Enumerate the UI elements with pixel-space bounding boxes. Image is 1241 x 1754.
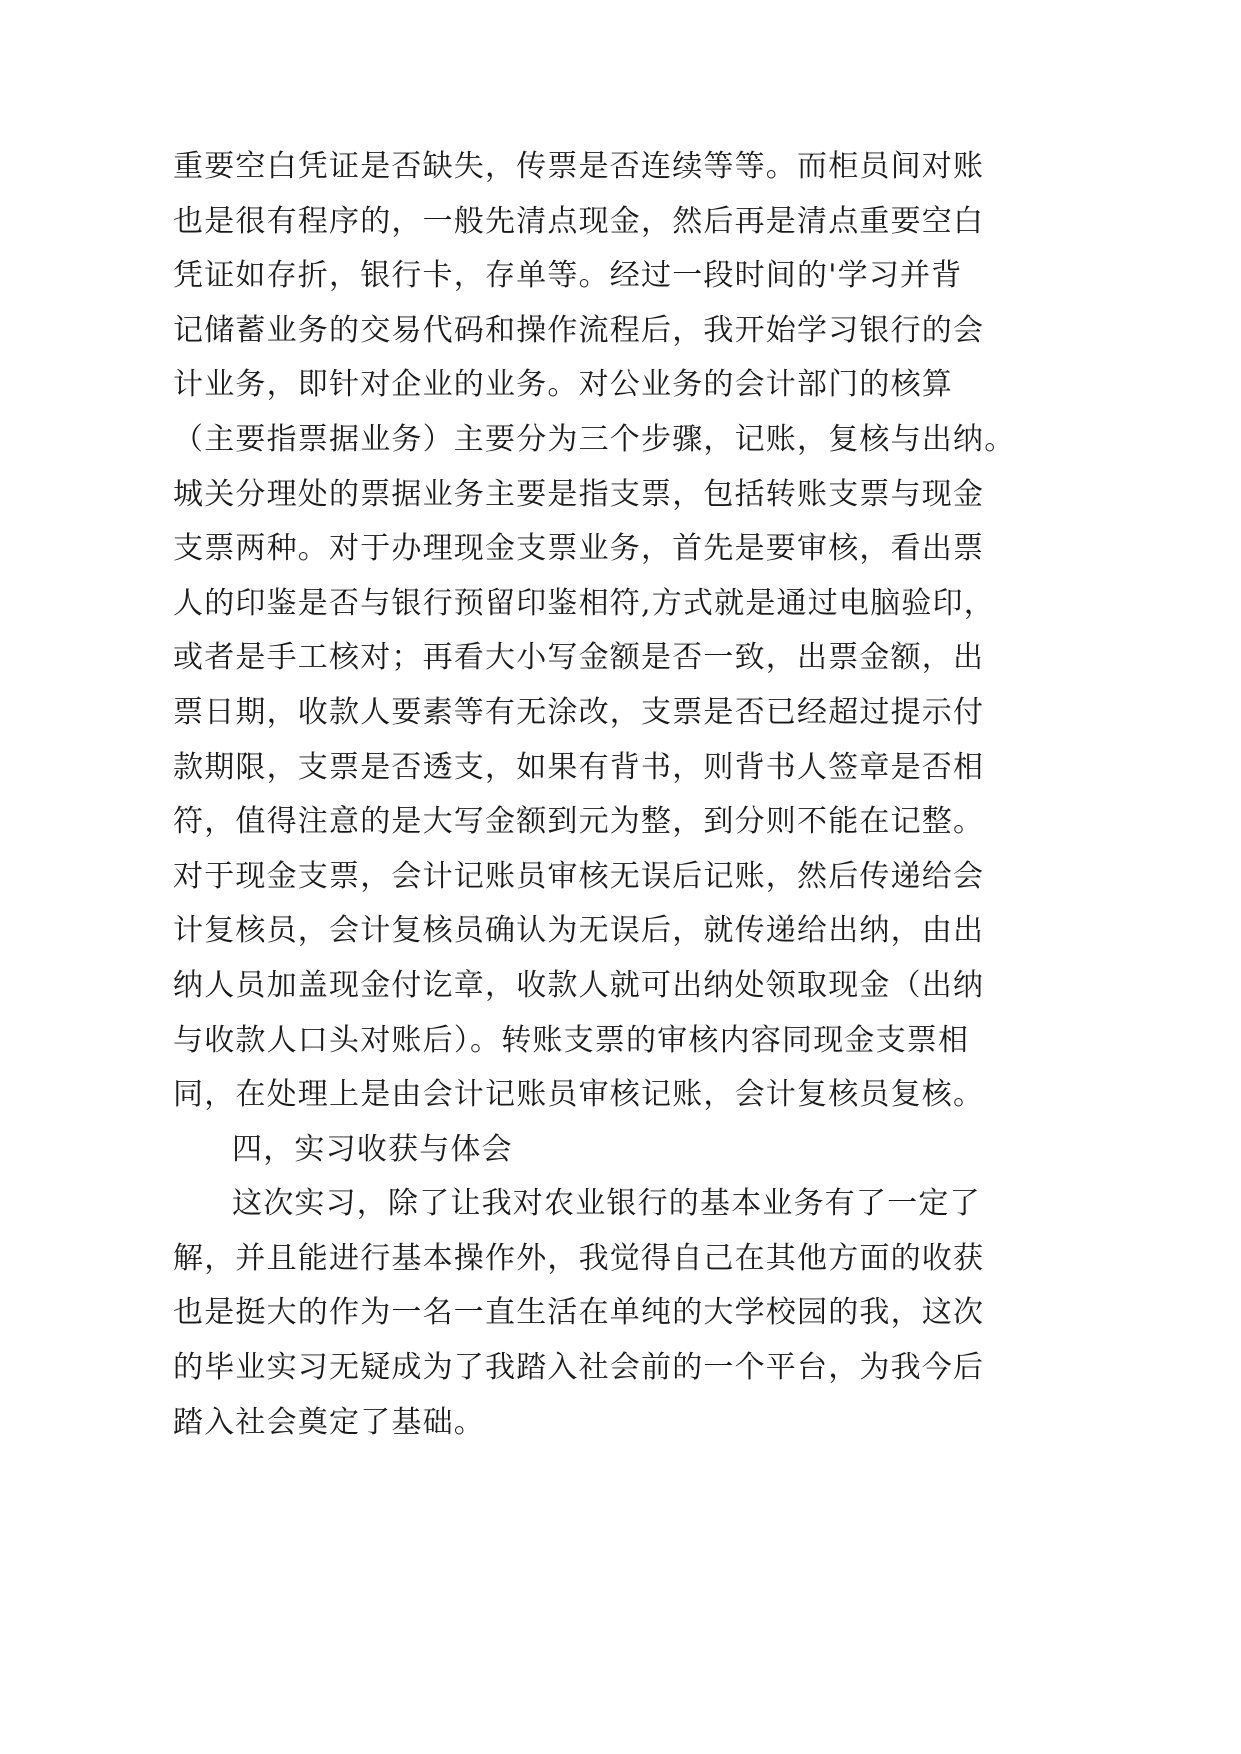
text-line: 也是很有程序的，一般先清点现金，然后再是清点重要空白 xyxy=(173,203,985,239)
text-line: （主要指票据业务）主要分为三个步骤，记账，复核与出纳。 xyxy=(173,421,1016,457)
text-line: 与收款人口头对账后）。转账支票的审核内容同现金支票相 xyxy=(173,1022,970,1058)
text-line: 同，在处理上是由会计记账员审核记账，会计复核员复核。 xyxy=(173,1077,985,1113)
section-heading: 四，实习收获与体会 xyxy=(232,1131,513,1167)
text-line: 票日期，收款人要素等有无涂改，支票是否已经超过提示付 xyxy=(173,694,985,730)
text-line: 城关分理处的票据业务主要是指支票，包括转账支票与现金 xyxy=(173,476,985,512)
paragraph-first-line: 这次实习，除了让我对农业银行的基本业务有了一定了 xyxy=(232,1186,981,1222)
text-line: 也是挺大的作为一名一直生活在单纯的大学校园的我，这次 xyxy=(173,1295,985,1331)
text-line: 记储蓄业务的交易代码和操作流程后，我开始学习银行的会 xyxy=(173,312,985,348)
text-line: 纳人员加盖现金付讫章，收款人就可出纳处领取现金（出纳 xyxy=(173,967,985,1003)
text-line: 计复核员，会计复核员确认为无误后，就传递给出纳，由出 xyxy=(173,913,985,949)
text-line: 支票两种。对于办理现金支票业务，首先是要审核，看出票 xyxy=(173,531,985,567)
text-line: 对于现金支票，会计记账员审核无误后记账，然后传递给会 xyxy=(173,858,985,894)
text-line: 解，并且能进行基本操作外，我觉得自己在其他方面的收获 xyxy=(173,1240,985,1276)
text-line: 计业务，即针对企业的业务。对公业务的会计部门的核算 xyxy=(173,367,953,403)
text-line: 踏入社会奠定了基础。 xyxy=(173,1404,485,1440)
text-line: 符，值得注意的是大写金额到元为整，到分则不能在记整。 xyxy=(173,804,985,840)
body-text xyxy=(173,140,1016,1450)
text-line: 款期限，支票是否透支，如果有背书，则背书人签章是否相 xyxy=(173,749,985,785)
text-line: 人的印鉴是否与银行预留印鉴相符,方式就是通过电脑验印， xyxy=(173,585,995,621)
text-line: 重要空白凭证是否缺失，传票是否连续等等。而柜员间对账 xyxy=(173,149,985,184)
text-line: 或者是手工核对；再看大小写金额是否一致，出票金额，出 xyxy=(173,640,985,676)
text-line: 凭证如存折，银行卡，存单等。经过一段时间的'学习并背 xyxy=(173,258,963,294)
text-line: 的毕业实习无疑成为了我踏入社会前的一个平台，为我今后 xyxy=(173,1350,985,1386)
